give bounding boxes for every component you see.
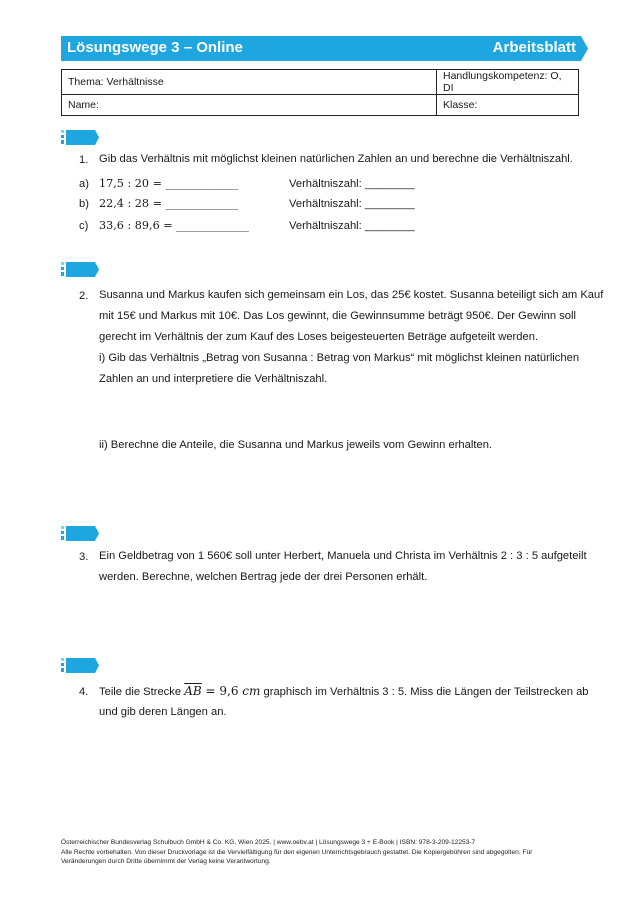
task-1a-label: a) (79, 178, 89, 190)
task-2-line-3: gerecht im Verhältnis der zum Kauf des Loses beigesteuerten Beträge aufgeteilt werden. (99, 331, 539, 343)
worksheet-type: Arbeitsblatt (492, 39, 576, 56)
task-badge-icon (61, 130, 99, 145)
task-3-line-1: Ein Geldbetrag von 1 560€ soll unter Herbert, Manuela und Christa im Verhältnis 2 : 3 : 5 aufgeteilt (99, 550, 587, 562)
footer-line-3: Veränderungen durch Dritte übernimmt der Verlag keine Verantwortung. (61, 858, 271, 865)
task-2-part-i-line-1: i) Gib das Verhältnis „Betrag von Susanna : Betrag von Markus“ mit möglichst kleinen natürlichen (99, 352, 580, 364)
task-4-intro: Teile die Strecke (99, 686, 185, 698)
task-4-number: 4. (79, 686, 89, 698)
segment-ab: $\overline{AB}$ (184, 684, 202, 698)
task-2-number: 2. (79, 290, 89, 302)
student-info-table (61, 69, 579, 116)
task-4-line-1 (99, 681, 589, 703)
task-4-line-2: und gib deren Längen an. (99, 706, 227, 718)
task-4-instruction: graphisch im Verhältnis 3 : 5. Miss die Längen der Teilstrecken ab (260, 686, 589, 698)
worksheet-series-title: Lösungswege 3 – Online (67, 39, 243, 56)
task-badge-icon (61, 262, 99, 277)
task-badge-icon (61, 658, 99, 673)
task-1b-ratio: Verhältniszahl: ________ (289, 198, 415, 210)
task-1c-expression: 33,6 : 89,6 = _____________ (99, 219, 249, 232)
task-2-part-ii: ii) Berechne die Anteile, die Susanna und Markus jeweils vom Gewinn erhalten. (99, 439, 493, 451)
topic-cell: Thema: Verhältnisse (62, 70, 437, 95)
task-1a-expression: 17,5 : 20 = _____________ (99, 177, 239, 190)
competence-cell: Handlungskompetenz: O, DI (437, 70, 579, 95)
task-badge-icon (61, 526, 99, 541)
name-cell: Name: (62, 95, 437, 116)
task-1b-expression: 22,4 : 28 = _____________ (99, 197, 239, 210)
publisher-footer (61, 838, 581, 867)
segment-length: = 9,6 (201, 684, 243, 698)
task-1-number: 1. (79, 154, 89, 166)
task-3-number: 3. (79, 551, 89, 563)
task-2-line-1: Susanna und Markus kaufen sich gemeinsam ein Los, das 25€ kostet. Susanna beteiligt sich am Kauf (99, 289, 604, 301)
footer-line-1: Österreichischer Bundesverlag Schulbuch GmbH & Co. KG, Wien 2025. | www.oebv.at | Lösungswege 3 + E-Book | ISBN: 978-3-209-12253-7 (61, 839, 476, 846)
task-1-text: Gib das Verhältnis mit möglichst kleinen natürlichen Zahlen an und berechne die Verhältniszahl. (99, 153, 573, 165)
footer-line-2: Alle Rechte vorbehalten. Von dieser Druckvorlage ist die Vervielfältigung für den eigenen Unterrichtsgebrauch gestattet. Die Kopiergebühren sind abgegolten. Für (61, 848, 533, 856)
class-cell: Klasse: (437, 95, 579, 116)
task-3-line-2: werden. Berechne, welchen Bertrag jede der drei Personen erhält. (99, 571, 428, 583)
task-2-line-2: mit 15€ und Markus mit 10€. Das Los gewinnt, die Gewinnsumme beträgt 950€. Der Gewinn soll (99, 310, 576, 322)
task-1a-ratio: Verhältniszahl: ________ (289, 178, 415, 190)
segment-unit: cm (242, 684, 261, 698)
header-banner (61, 36, 588, 61)
task-1c-label: c) (79, 220, 89, 232)
task-2-part-i-line-2: Zahlen an und interpretiere die Verhältniszahl. (99, 373, 328, 385)
task-1c-ratio: Verhältniszahl: ________ (289, 220, 415, 232)
task-1b-label: b) (79, 198, 89, 210)
